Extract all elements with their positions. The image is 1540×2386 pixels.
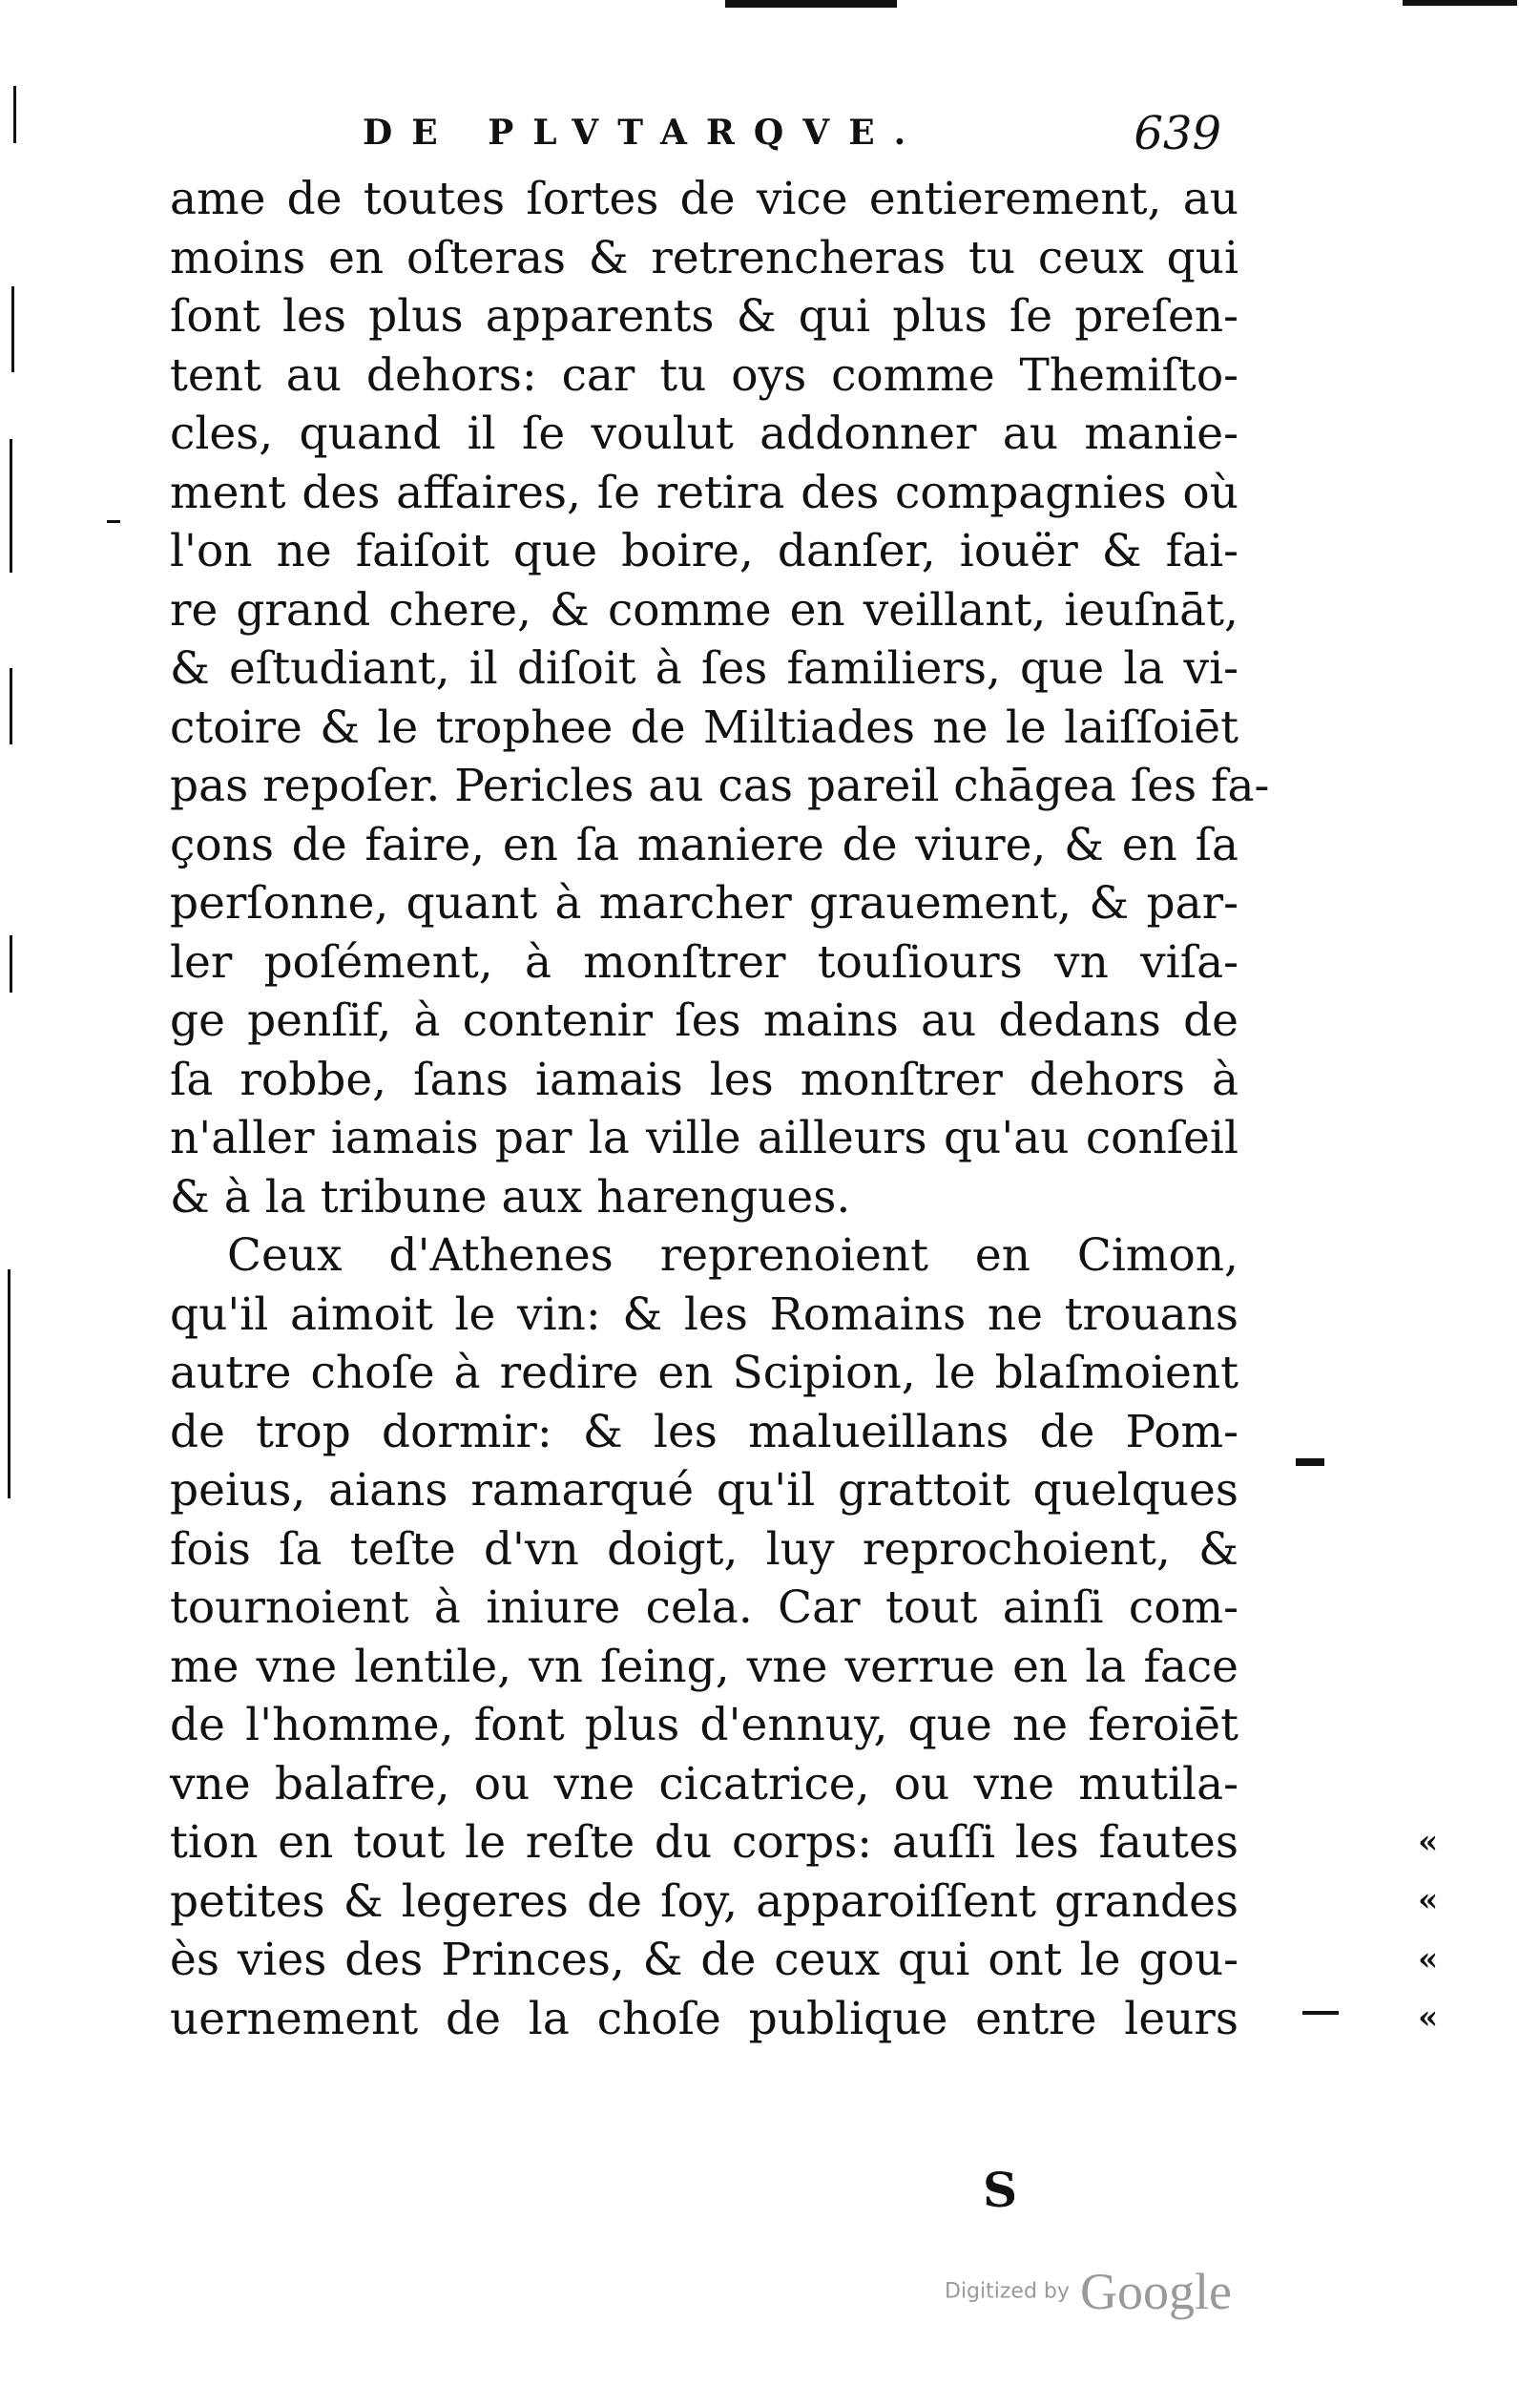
text-line: l'on ne faiſoit que boire, danſer, iouër & fai- (170, 525, 1238, 577)
google-logo: Google (1080, 2263, 1232, 2320)
text-line: tent au dehors: car tu oys comme Themiſto- (170, 348, 1238, 402)
digitized-by-label: Digitized by (945, 2279, 1070, 2304)
page-header (363, 107, 1221, 170)
text-line: ès vies des Princes, & de ceux qui ont le gou- (170, 1934, 1238, 1986)
text-line: tion en tout le reſte du corps: auſſi les fautes (170, 1816, 1238, 1869)
running-title: DE PLVTARQVE. (363, 113, 926, 153)
text-line: uernement de la choſe publique entre leurs (170, 1992, 1238, 2045)
margin-quote-mark: « (1418, 1823, 1439, 1861)
text-line: ſa robbe, ſans iamais les monſtrer dehors à (170, 1053, 1238, 1106)
left-edge-mark (11, 286, 14, 372)
text-line: ſont les plus apparents & qui plus ſe preſen- (170, 290, 1238, 343)
text-line: re grand chere, & comme en veillant, ieuſnāt, (170, 583, 1238, 637)
text-line: ment des affaires, ſe retira des compagnies où (170, 466, 1238, 519)
text-line: qu'il aimoit le vin: & les Romains ne trouans (170, 1287, 1238, 1341)
margin-dash (1302, 2011, 1339, 2015)
text-line: fois ſa teſte d'vn doigt, luy reprochoient, & (170, 1522, 1238, 1576)
text-line: ler poſément, à monſtrer touſiours vn viſa- (170, 935, 1238, 989)
margin-dash (1296, 1458, 1324, 1466)
left-edge-mark (8, 1269, 10, 1498)
text-line: perſonne, quant à marcher grauement, & par- (170, 877, 1238, 930)
text-line: moins en oſteras & retrencheras tu ceux qui (170, 231, 1238, 284)
top-edge-mark (725, 0, 897, 8)
text-line: autre choſe à redire en Scipion, le blaſmoient (170, 1347, 1238, 1399)
text-line: & eſtudiant, il diſoit à ſes familiers, que la vi- (170, 642, 1238, 695)
margin-quote-mark: « (1418, 1881, 1439, 1919)
text-line: petites & legeres de ſoy, apparoiſſent grandes (170, 1874, 1238, 1928)
left-edge-mark (10, 668, 12, 744)
text-line: vne balafre, ou vne cicatrice, ou vne mutila- (170, 1757, 1238, 1810)
text-line: tournoient à iniure cela. Car tout ainſi com- (170, 1581, 1238, 1634)
text-line-paragraph-start: Ceux d'Athenes reprenoient en Cimon, (227, 1229, 1238, 1282)
margin-dash (107, 520, 120, 523)
text-line: çons de faire, en ſa maniere de viure, & en ſa (170, 818, 1238, 871)
catchword: S (983, 2162, 1018, 2218)
text-line: de trop dormir: & les malueillans de Pom- (170, 1405, 1238, 1458)
top-edge-mark (1403, 0, 1517, 6)
text-line: ctoire & le trophee de Miltiades ne le laiſſoiēt (170, 701, 1238, 754)
page-number: 639 (1134, 107, 1221, 160)
text-line: ame de toutes ſortes de vice entierement, au (170, 173, 1238, 225)
text-line: cles, quand il ſe voulut addonner au manie- (170, 408, 1238, 460)
text-line: pas repoſer. Pericles au cas pareil chāgea ſes fa- (170, 760, 1270, 812)
left-edge-mark (10, 935, 12, 993)
text-line: ge penſif, à contenir ſes mains au dedans de (170, 994, 1238, 1047)
google-watermark (945, 2262, 1232, 2321)
left-edge-mark (13, 86, 16, 143)
text-line: & à la tribune aux harengues. (170, 1170, 851, 1224)
body-text (170, 170, 1439, 2048)
text-line: peius, aians ramarqué qu'il grattoit quelques (170, 1464, 1238, 1517)
margin-quote-mark: « (1418, 1999, 1439, 2037)
text-line: n'aller iamais par la ville ailleurs qu'au conſeil (170, 1112, 1238, 1164)
text-line: me vne lentile, vn ſeing, vne verrue en la face (170, 1640, 1238, 1693)
text-line: de l'homme, font plus d'ennuy, que ne feroiēt (170, 1699, 1238, 1751)
margin-quote-mark: « (1418, 1940, 1439, 1978)
left-edge-mark (10, 439, 12, 573)
